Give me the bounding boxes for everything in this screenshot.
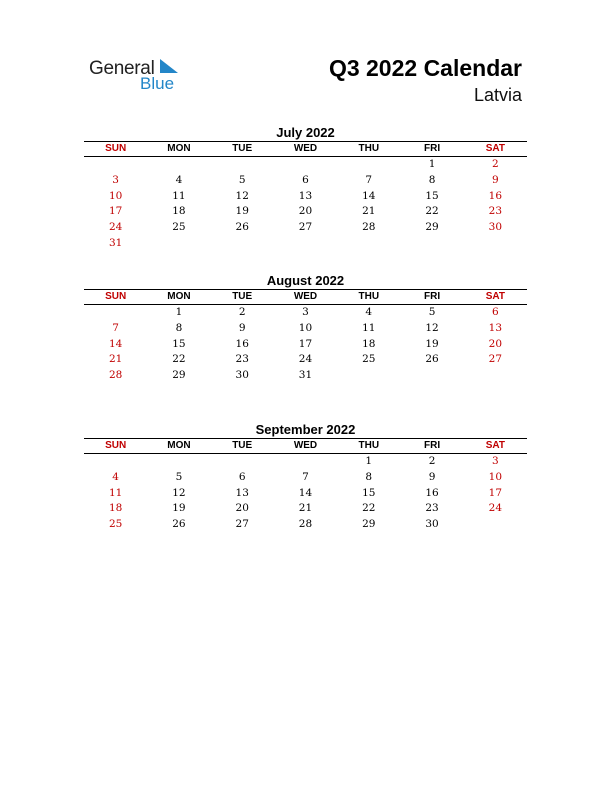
day-cell: 1 <box>428 158 436 170</box>
day-cell: 13 <box>488 321 503 334</box>
day-cell <box>337 368 400 384</box>
day-cell: 19 <box>425 337 439 350</box>
day-cell: 28 <box>362 221 376 234</box>
month-title: September 2022 <box>255 422 356 437</box>
week-row <box>84 157 527 173</box>
day-cell: 17 <box>108 205 123 218</box>
day-cell: 21 <box>362 205 376 218</box>
day-cell: 10 <box>488 470 503 483</box>
day-cell: 6 <box>238 470 246 483</box>
day-cell: 17 <box>298 337 313 350</box>
weekday-label: MON <box>167 291 191 302</box>
weekday-label: TUE <box>232 143 253 154</box>
day-cell: 27 <box>298 221 313 234</box>
weekday-label: SUN <box>105 440 127 451</box>
day-cell: 31 <box>298 369 313 382</box>
month-grid <box>84 289 527 384</box>
day-cell: 4 <box>175 173 183 186</box>
month-title: August 2022 <box>266 273 345 288</box>
day-cell: 7 <box>302 470 309 483</box>
weekday-label: TUE <box>232 440 253 451</box>
day-cell: 19 <box>172 502 186 515</box>
day-cell: 27 <box>488 353 503 366</box>
day-cell <box>84 454 147 470</box>
day-cell: 21 <box>298 502 313 515</box>
day-cell: 30 <box>235 369 249 382</box>
day-cell: 15 <box>362 486 376 499</box>
day-cell: 29 <box>425 221 439 234</box>
day-cell: 4 <box>112 470 119 483</box>
weekday-label: TUE <box>232 291 253 302</box>
day-cell: 10 <box>298 321 313 334</box>
week-row <box>84 352 527 368</box>
day-cell: 14 <box>298 486 313 499</box>
day-cell <box>274 236 337 252</box>
day-cell: 5 <box>238 173 246 186</box>
day-cell <box>211 454 274 470</box>
weekday-label: WED <box>293 143 318 154</box>
day-cell: 6 <box>491 306 499 318</box>
day-cell: 11 <box>172 189 186 202</box>
month-grid <box>84 141 527 252</box>
day-cell: 5 <box>175 470 183 483</box>
weekday-label: FRI <box>423 440 441 451</box>
day-cell <box>464 517 527 533</box>
day-cell: 24 <box>488 502 503 515</box>
day-cell: 26 <box>235 221 249 234</box>
day-cell: 6 <box>302 173 309 186</box>
day-cell: 8 <box>365 470 373 483</box>
day-cell: 15 <box>425 189 439 202</box>
weekday-label: SAT <box>485 440 505 451</box>
day-cell: 9 <box>428 470 436 483</box>
day-cell: 22 <box>425 205 439 218</box>
day-cell <box>464 368 527 384</box>
day-cell: 30 <box>425 518 439 531</box>
day-cell: 20 <box>235 502 249 515</box>
day-cell: 19 <box>235 205 249 218</box>
day-cell: 4 <box>365 306 373 318</box>
day-cell: 3 <box>302 306 309 318</box>
week-row <box>84 204 527 220</box>
week-row <box>84 305 527 321</box>
day-cell <box>400 368 463 384</box>
month-grid <box>84 438 527 533</box>
day-cell: 3 <box>112 173 119 186</box>
day-cell: 16 <box>235 337 249 350</box>
month-title: July 2022 <box>276 125 335 140</box>
day-cell: 16 <box>425 486 439 499</box>
weekday-header-row <box>84 439 527 454</box>
day-cell: 24 <box>298 353 313 366</box>
week-row <box>84 470 527 486</box>
day-cell: 23 <box>425 502 439 515</box>
country-subtitle: Latvia <box>473 85 522 105</box>
week-row <box>84 220 527 236</box>
day-cell: 23 <box>488 205 503 218</box>
day-cell: 10 <box>108 189 123 202</box>
day-cell: 25 <box>362 353 376 366</box>
day-cell: 12 <box>425 321 439 334</box>
weekday-label: FRI <box>423 143 441 154</box>
day-cell: 21 <box>108 353 123 366</box>
day-cell: 25 <box>108 518 123 531</box>
day-cell: 11 <box>108 486 123 499</box>
day-cell: 8 <box>428 173 436 186</box>
day-cell: 26 <box>425 353 439 366</box>
day-cell <box>84 305 147 321</box>
weekday-label: WED <box>293 440 318 451</box>
day-cell: 15 <box>172 337 186 350</box>
day-cell: 29 <box>362 518 376 531</box>
day-cell: 5 <box>428 306 436 318</box>
day-cell: 2 <box>238 306 246 318</box>
page-title: Q3 2022 Calendar <box>328 55 522 81</box>
weekday-label: SUN <box>105 291 127 302</box>
logo-triangle-icon <box>160 59 178 73</box>
day-cell: 14 <box>108 337 123 350</box>
weekday-label: THU <box>358 440 380 451</box>
day-cell <box>211 236 274 252</box>
week-row <box>84 189 527 205</box>
day-cell: 20 <box>298 205 313 218</box>
day-cell <box>147 157 210 173</box>
week-row <box>84 454 527 470</box>
day-cell: 26 <box>172 518 186 531</box>
day-cell: 18 <box>362 337 376 350</box>
day-cell: 7 <box>112 321 119 334</box>
day-cell: 18 <box>108 502 123 515</box>
weekday-label: THU <box>358 291 380 302</box>
month-block <box>84 421 527 533</box>
day-cell: 14 <box>362 189 376 202</box>
day-cell: 11 <box>362 321 376 334</box>
weekday-header-row <box>84 290 527 305</box>
day-cell: 2 <box>491 158 499 170</box>
generalblue-logo <box>89 55 189 95</box>
day-cell: 16 <box>488 189 503 202</box>
week-row <box>84 236 527 252</box>
week-row <box>84 517 527 533</box>
weekday-label: FRI <box>423 291 441 302</box>
day-cell <box>274 157 337 173</box>
day-cell: 22 <box>172 353 186 366</box>
day-cell: 8 <box>175 321 183 334</box>
day-cell: 23 <box>235 353 249 366</box>
weekday-label: MON <box>167 143 191 154</box>
logo-text-blue: Blue <box>140 74 175 93</box>
week-row <box>84 368 527 384</box>
day-cell: 24 <box>108 221 123 234</box>
day-cell: 1 <box>365 455 373 467</box>
week-row <box>84 321 527 337</box>
day-cell: 22 <box>362 502 376 515</box>
weekday-label: SAT <box>485 291 505 302</box>
weekday-label: THU <box>358 143 380 154</box>
week-row <box>84 486 527 502</box>
day-cell <box>147 236 210 252</box>
weekday-label: SUN <box>105 143 127 154</box>
day-cell: 12 <box>172 486 186 499</box>
day-cell: 25 <box>172 221 186 234</box>
day-cell <box>400 236 463 252</box>
day-cell: 31 <box>108 236 123 249</box>
day-cell <box>337 157 400 173</box>
day-cell <box>337 236 400 252</box>
month-block <box>84 124 527 252</box>
day-cell <box>147 454 210 470</box>
day-cell: 3 <box>491 455 499 467</box>
day-cell: 30 <box>488 221 503 234</box>
day-cell: 28 <box>298 518 313 531</box>
day-cell <box>84 157 147 173</box>
day-cell: 9 <box>238 321 246 334</box>
day-cell: 20 <box>488 337 503 350</box>
day-cell <box>274 454 337 470</box>
day-cell <box>211 157 274 173</box>
weekday-label: WED <box>293 291 318 302</box>
week-row <box>84 501 527 517</box>
day-cell: 29 <box>172 369 186 382</box>
day-cell: 27 <box>235 518 249 531</box>
weekday-label: MON <box>167 440 191 451</box>
day-cell: 18 <box>172 205 186 218</box>
day-cell: 13 <box>298 189 313 202</box>
day-cell <box>464 236 527 252</box>
day-cell: 28 <box>108 369 123 382</box>
month-block <box>84 272 527 384</box>
day-cell: 17 <box>488 486 503 499</box>
day-cell: 1 <box>175 306 183 318</box>
weekday-header-row <box>84 142 527 157</box>
week-row <box>84 173 527 189</box>
day-cell: 12 <box>235 189 249 202</box>
day-cell: 7 <box>365 173 373 186</box>
day-cell: 2 <box>428 455 436 467</box>
weekday-label: SAT <box>485 143 505 154</box>
week-row <box>84 337 527 353</box>
day-cell: 13 <box>235 486 249 499</box>
day-cell: 9 <box>491 173 499 186</box>
logo-text-general: General <box>89 58 155 79</box>
